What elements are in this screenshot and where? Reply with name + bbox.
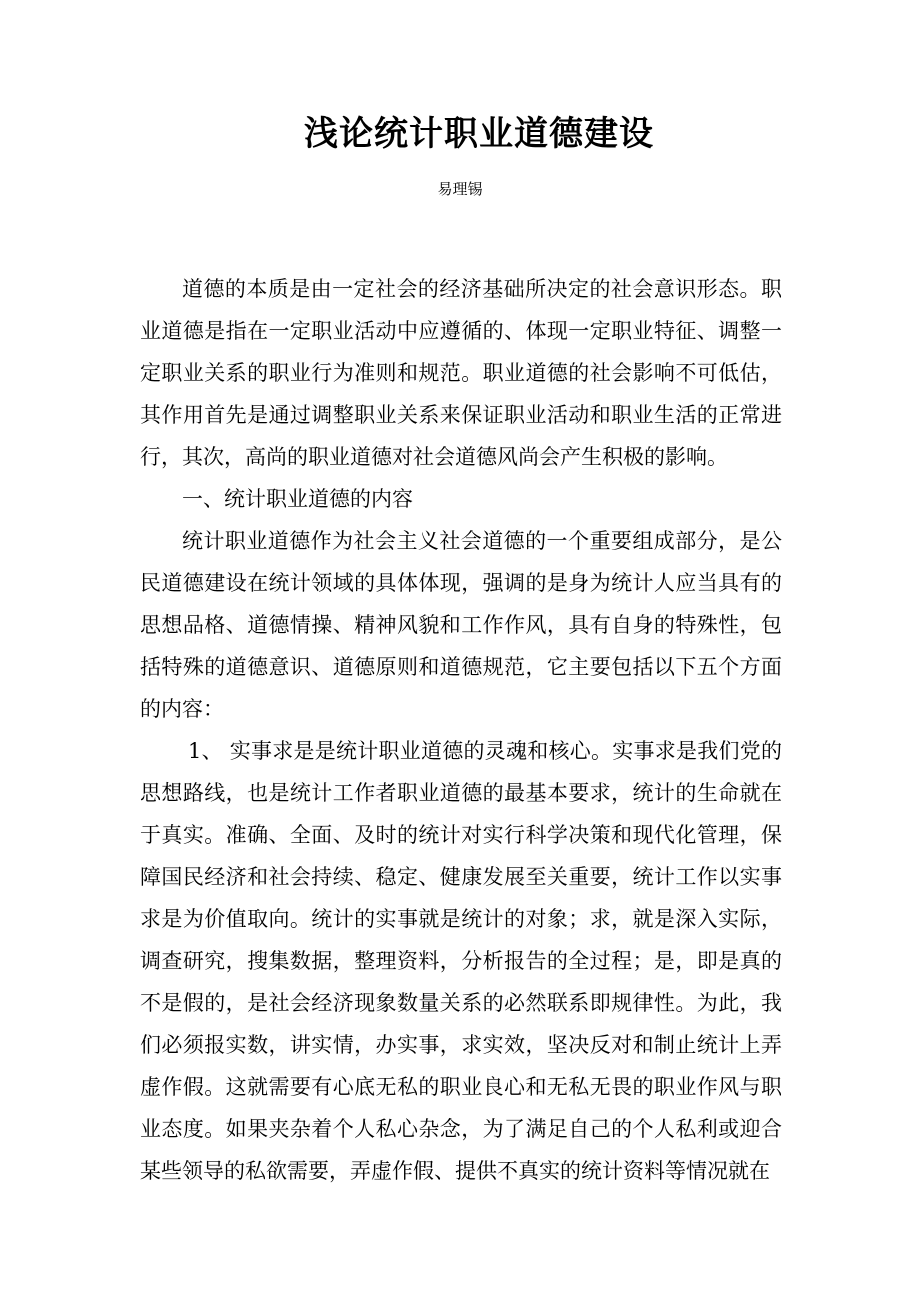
paragraph-item-1: 1、 实事求是是统计职业道德的灵魂和核心。实事求是我们党的思想路线，也是统计工作者职业道德的最基本要求，统计的生命就在于真实。准确、全面、及时的统计对实行科学决策和现代化管理，保障国民经济和社会持续、稳定、健康发展至关重要，统计工作以实事求是为价值取向。统计的实事就是统计的对象；求，就是深入实际，调查研究，搜集数据，整理资料，分析报告的全过程；是，即是真的不是假的，是社会经济现象数量关系的必然联系即规律性。为此，我们必须报实数，讲实情，办实事，求实效，坚决反对和制止统计上弄虚作假。这就需要有心底无私的职业良心和无私无畏的职业作风与职业态度。如果夹杂着个人私心杂念，为了满足自己的个人私利或迎合某些领导的私欲需要，弄虚作假、提供不真实的统计资料等情况就在 — [140, 739, 782, 1183]
paragraph-intro: 道德的本质是由一定社会的经济基础所决定的社会意识形态。职业道德是指在一定职业活动中应遵循的、体现一定职业特征、调整一定职业关系的职业行为准则和规范。职业道德的社会影响不可低估，其作用首先是通过调整职业关系来保证职业活动和职业生活的正常进行，其次，高尚的职业道德对社会道德风尚会产生积极的影响。 — [140, 277, 782, 469]
paragraph-content: 统计职业道德作为社会主义社会道德的一个重要组成部分，是公民道德建设在统计领域的具体体现，强调的是身为统计人应当具有的思想品格、道德情操、精神风貌和工作作风，具有自身的特殊性，包括特殊的道德意识、道德原则和道德规范，它主要包括以下五个方面的内容： — [140, 529, 782, 721]
document-title: 浅论统计职业道德建设 — [304, 114, 654, 154]
document-body — [140, 268, 782, 1192]
document-author: 易理锡 — [437, 180, 483, 198]
section-heading: 一、统计职业道德的内容 — [182, 487, 413, 511]
